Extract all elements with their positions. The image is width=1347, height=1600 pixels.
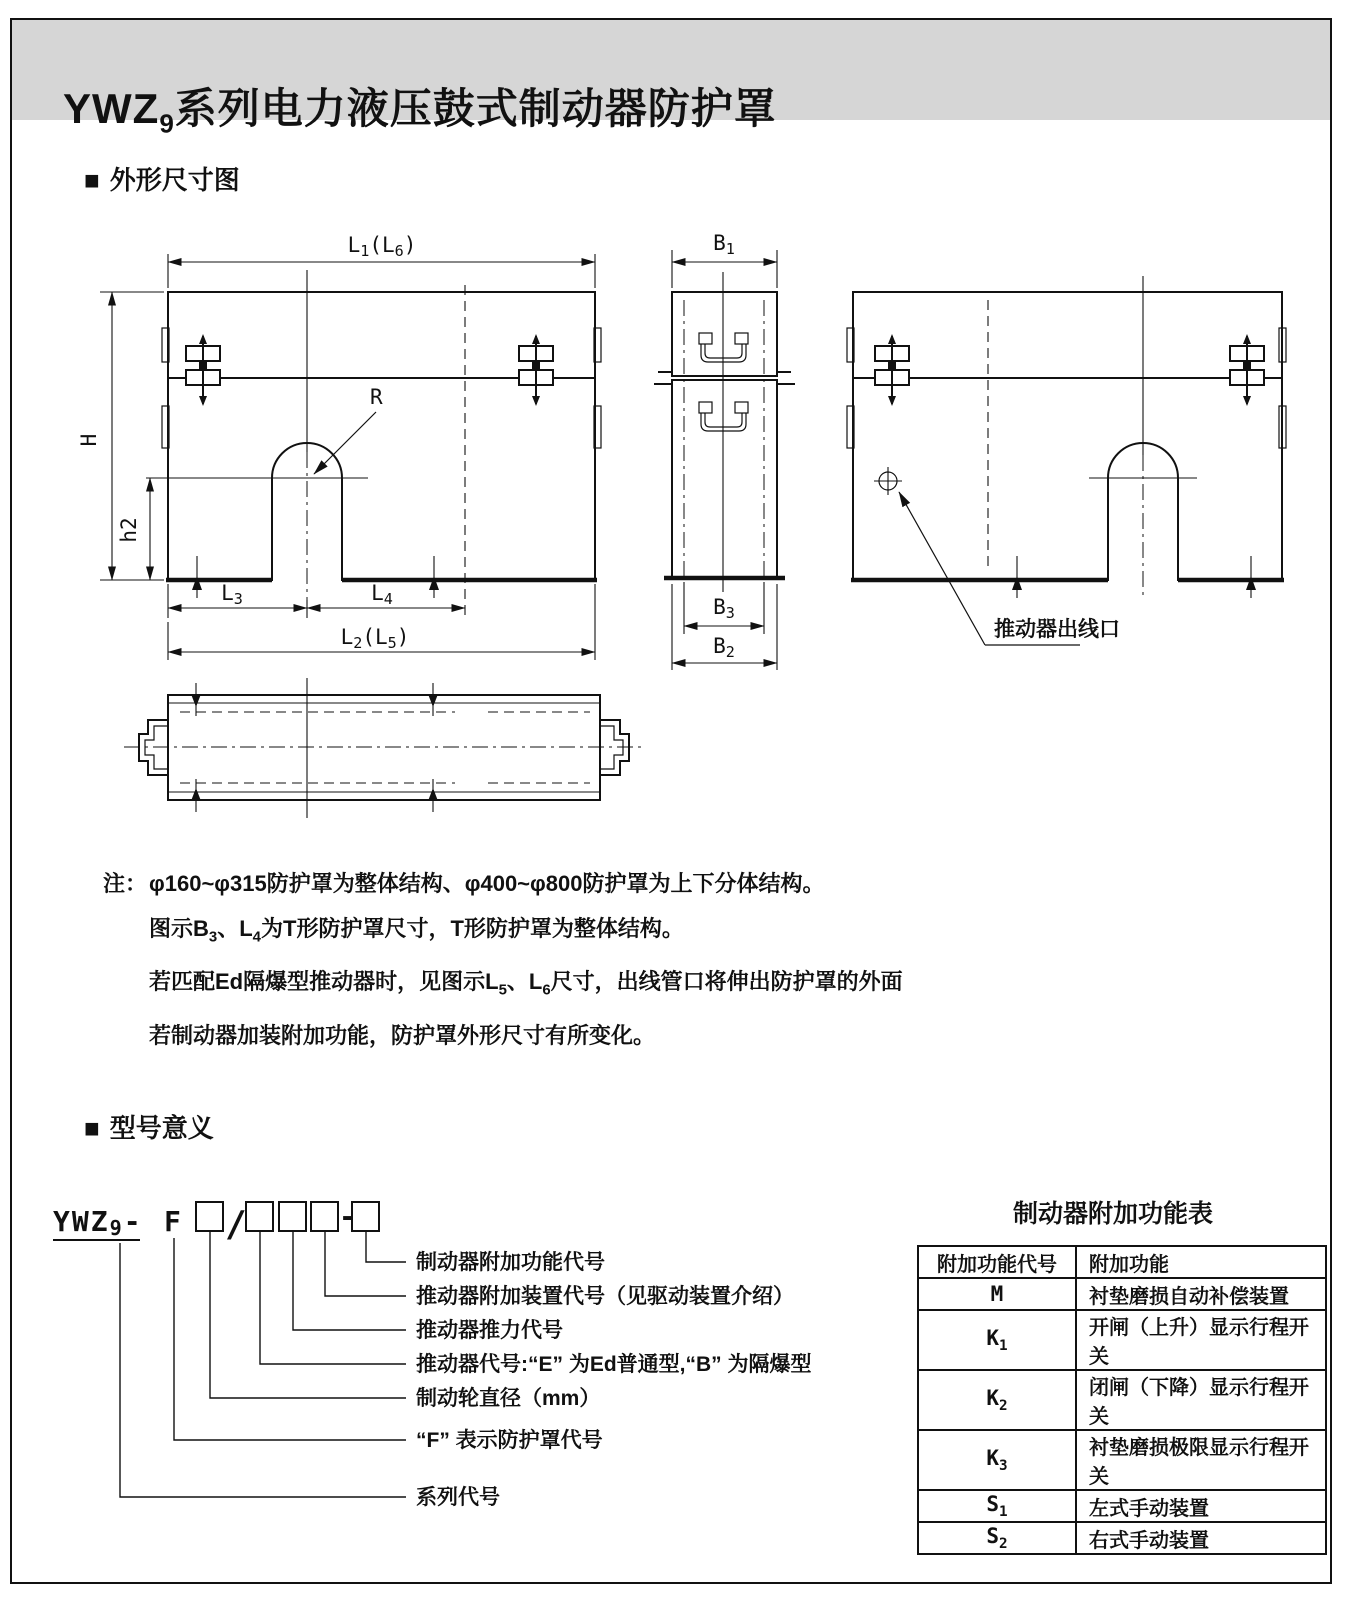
- note-line: φ160~φ315防护罩为整体结构、φ400~φ800防护罩为上下分体结构。: [149, 871, 825, 896]
- table-row: [918, 1430, 1326, 1490]
- section-marker-icon: ■: [84, 1113, 100, 1143]
- dim-label-l4: L4: [371, 581, 393, 608]
- callout-wheel-diameter: 制动轮直径（mm）: [416, 1387, 601, 1410]
- section-heading-model: [84, 1108, 214, 1145]
- dim-label-b2: B2: [713, 634, 735, 661]
- dim-label-h2: h2: [117, 517, 141, 543]
- function-table-wrap: [917, 1245, 1327, 1555]
- section-heading-text: 外形尺寸图: [109, 165, 240, 195]
- note-line: 若匹配Ed隔爆型推动器时，见图示$L_5$、$L_6$尺寸，出线管口将伸出防护罩的外面: [149, 969, 903, 999]
- dim-label-r: R: [370, 385, 383, 409]
- cell-function: 闭闸（下降）显示行程开关: [1076, 1370, 1326, 1430]
- table-row: [918, 1278, 1326, 1310]
- table-row: [918, 1370, 1326, 1430]
- cell-function: 右式手动装置: [1076, 1522, 1326, 1554]
- brake-function-table: [917, 1245, 1327, 1555]
- note-line: 图示$B_3$、$L_4$为T形防护罩尺寸，T形防护罩为整体结构。: [149, 916, 684, 946]
- table-row: [918, 1310, 1326, 1370]
- table-row: [918, 1522, 1326, 1554]
- callout-brake-function: 制动器附加功能代号: [416, 1251, 605, 1274]
- cell-function: 衬垫磨损极限显示行程开关: [1076, 1430, 1326, 1490]
- cell-code: $K_2$: [918, 1370, 1076, 1430]
- notes-block: [103, 861, 953, 1058]
- cell-code: $S_1$: [918, 1490, 1076, 1522]
- dim-label-l1: L1(L6): [347, 233, 417, 260]
- page-title: $YWZ_9$系列电力液压鼓式制动器防护罩: [63, 85, 777, 139]
- section-heading-dimensions: [84, 160, 240, 197]
- dim-label-b3: B3: [713, 595, 735, 622]
- col-header-code: 附加功能代号: [918, 1246, 1076, 1278]
- dim-label-l3: L3: [221, 581, 243, 608]
- callout-series-code: 系列代号: [416, 1486, 500, 1509]
- callout-thruster-accessory: 推动器附加装置代号（见驱动装置介绍）: [416, 1285, 794, 1308]
- cell-code: $K_1$: [918, 1310, 1076, 1370]
- callout-thruster-force: 推动器推力代号: [416, 1319, 563, 1342]
- note-line: 若制动器加装附加功能，防护罩外形尺寸有所变化。: [149, 1022, 656, 1048]
- col-header-function: 附加功能: [1076, 1246, 1326, 1278]
- cell-code: $S_2$: [918, 1522, 1076, 1554]
- table-header-row: [918, 1246, 1326, 1278]
- dim-label-l2: L2(L5): [340, 625, 410, 652]
- cell-function: 衬垫磨损自动补偿装置: [1076, 1278, 1326, 1310]
- model-slash: /: [225, 1204, 247, 1245]
- table-row: [918, 1490, 1326, 1522]
- callout-thruster-type: 推动器代号:“E” 为Ed普通型,“B” 为隔爆型: [416, 1353, 812, 1376]
- cell-function: 开闸（上升）显示行程开关: [1076, 1310, 1326, 1370]
- cell-code: $K_3$: [918, 1430, 1076, 1490]
- notes-prefix: 注：: [103, 871, 148, 896]
- cell-function: 左式手动装置: [1076, 1490, 1326, 1522]
- model-series-code: YWZ9-: [53, 1205, 143, 1240]
- function-table-title: 制动器附加功能表: [1012, 1200, 1213, 1228]
- dim-label-b1: B1: [713, 231, 735, 258]
- cell-code: M: [918, 1278, 1076, 1310]
- outlet-callout-label: 推动器出线口: [994, 618, 1120, 641]
- model-cover-code: F: [164, 1205, 181, 1238]
- model-dash: -: [339, 1200, 356, 1233]
- dim-label-h: H: [77, 433, 101, 447]
- section-heading-text: 型号意义: [109, 1113, 214, 1143]
- section-marker-icon: ■: [84, 165, 100, 195]
- callout-cover-code: “F” 表示防护罩代号: [416, 1429, 603, 1452]
